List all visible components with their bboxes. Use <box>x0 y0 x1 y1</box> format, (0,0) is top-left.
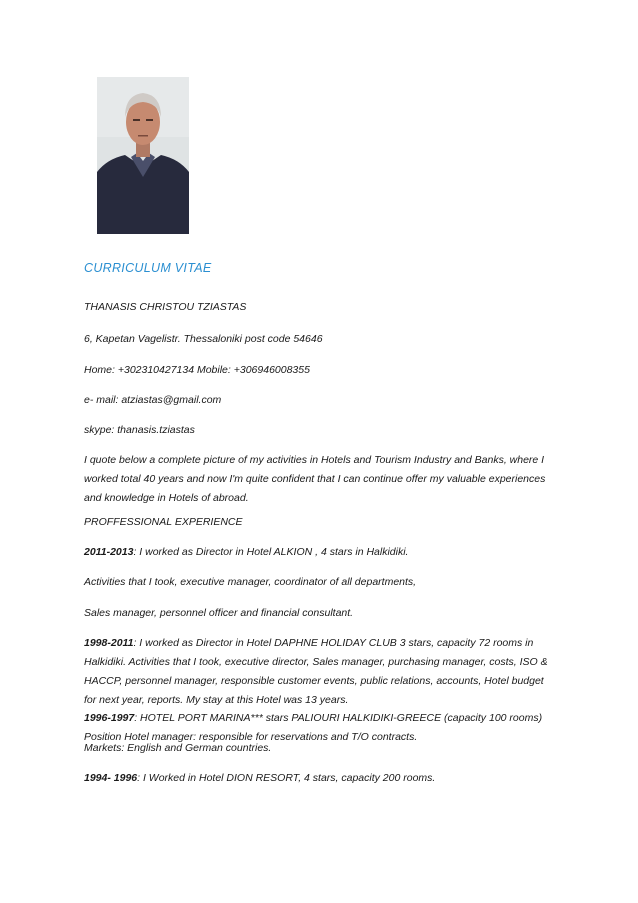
intro-paragraph: I quote below a complete picture of my activities in Hotels and Tourism Industry and Banks, where I worked total 40 years and now I'm quite confident that I can continue offer my valuable experiences and knowledge in Hotels of abroad. <box>84 454 546 504</box>
email-address: e- mail: atziastas@gmail.com <box>84 394 222 406</box>
phone-numbers: Home: +302310427134 Mobile: +306946008355 <box>84 364 310 376</box>
experience-description: : I worked as Director in Hotel ALKION , 4 stars in Halkidiki. <box>133 546 409 558</box>
full-name: THANASIS CHRISTOU TZIASTAS <box>84 301 247 313</box>
experience-roles: Sales manager, personnel officer and financial consultant. <box>84 607 354 619</box>
cv-title: CURRICULUM VITAE <box>84 261 212 275</box>
portrait-photo <box>97 77 189 234</box>
experience-dates: 1998-2011 <box>84 637 134 649</box>
experience-dates: 1994- 1996 <box>84 772 138 784</box>
experience-dates: 2011-2013 <box>84 546 134 558</box>
portrait-image <box>97 77 189 234</box>
experience-entry-1 <box>84 543 408 562</box>
experience-activities: Activities that I took, executive manager, coordinator of all departments, <box>84 576 417 588</box>
experience-description: : I Worked in Hotel DION RESORT, 4 stars, capacity 200 rooms. <box>137 772 436 784</box>
experience-entry-4 <box>84 769 435 788</box>
skype-id: skype: thanasis.tziastas <box>84 424 195 436</box>
experience-description: : HOTEL PORT MARINA*** stars PALIOURI HALKIDIKI-GREECE (capacity 100 rooms) Position Hotel manager: responsible for reservations and T/O contracts. <box>84 712 543 743</box>
address: 6, Kapetan Vagelistr. Thessaloniki post code 54646 <box>84 333 323 345</box>
section-heading: PROFFESSIONAL EXPERIENCE <box>84 516 243 528</box>
experience-dates: 1996-1997 <box>84 712 135 724</box>
markets: Markets: English and German countries. <box>84 742 272 754</box>
experience-entry-2 <box>84 634 554 710</box>
experience-description: : I worked as Director in Hotel DAPHNE HOLIDAY CLUB 3 stars, capacity 72 rooms in Halkidiki. Activities that I took, executive director, Sales manager, purchasing manager, costs, ISO & HACCP, personnel manager, responsible customer events, public relations, accounts, Hotel budget for next year, reports. My stay at this Hotel was 13 years. <box>84 637 548 706</box>
